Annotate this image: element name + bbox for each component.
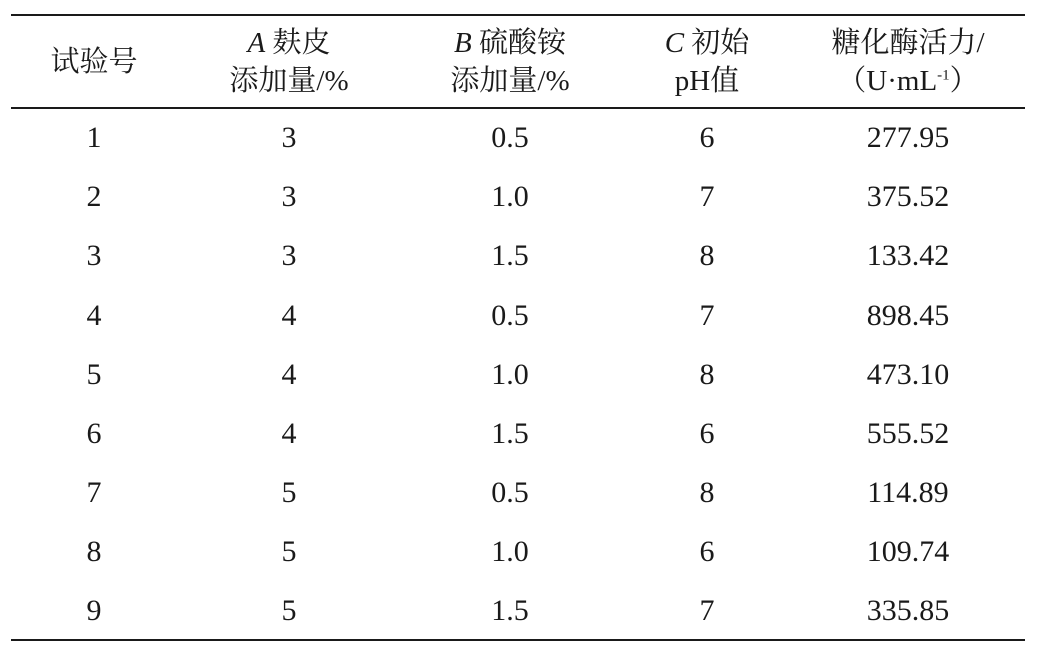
- table-row: [0, 581, 1049, 640]
- cell-factor-b: 1.5: [491, 239, 529, 272]
- cell-trial-number: 4: [86, 299, 102, 332]
- factor-c-symbol: C: [664, 27, 685, 59]
- cell-trial-number: 2: [86, 180, 102, 213]
- cell-enzyme-activity: 133.42: [866, 239, 950, 272]
- header-factor-b: [410, 24, 610, 100]
- cell-trial-number: 7: [86, 476, 102, 509]
- cell-factor-b: 1.0: [491, 535, 529, 568]
- cell-factor-b: 1.0: [491, 180, 529, 213]
- header-factor-a-line1: [248, 24, 331, 62]
- cell-enzyme-activity: 375.52: [866, 180, 950, 213]
- factor-b-name: 硫酸铵: [471, 27, 566, 59]
- table-top-rule: [11, 14, 1025, 16]
- cell-trial-number: 1: [86, 121, 102, 154]
- cell-enzyme-activity: 555.52: [866, 417, 950, 450]
- cell-enzyme-activity: 114.89: [867, 476, 949, 509]
- unit-main: （U·mL: [837, 65, 938, 97]
- cell-trial-number: 6: [86, 417, 102, 450]
- factor-a-symbol: A: [247, 27, 266, 59]
- cell-factor-c: 8: [699, 476, 715, 509]
- cell-factor-c: 6: [699, 417, 715, 450]
- cell-factor-a: 5: [281, 476, 297, 509]
- cell-factor-a: 4: [281, 358, 297, 391]
- cell-factor-b: 1.0: [491, 358, 529, 391]
- factor-a-name: 麸皮: [265, 27, 331, 59]
- header-factor-a-line2: 添加量/%: [229, 65, 349, 97]
- factor-b-symbol: B: [454, 27, 472, 59]
- table-row: [0, 108, 1049, 167]
- header-trial-number: [11, 24, 177, 100]
- cell-factor-a: 3: [281, 180, 297, 213]
- header-factor-b-line1: [454, 24, 566, 62]
- cell-factor-a: 3: [281, 239, 297, 272]
- cell-factor-c: 7: [699, 594, 715, 627]
- cell-factor-b: 1.5: [491, 594, 529, 627]
- cell-factor-a: 5: [281, 535, 297, 568]
- cell-factor-a: 4: [281, 417, 297, 450]
- unit-exponent: -1: [937, 67, 950, 84]
- header-factor-c-line1: [665, 24, 750, 62]
- header-enzyme-activity-line1: 糖化酶活力/: [831, 27, 985, 59]
- cell-factor-b: 1.5: [491, 417, 529, 450]
- cell-factor-c: 6: [699, 535, 715, 568]
- unit-close: ）: [949, 65, 979, 97]
- cell-factor-b: 0.5: [491, 299, 529, 332]
- header-factor-a: [189, 24, 389, 100]
- cell-factor-a: 4: [281, 299, 297, 332]
- cell-enzyme-activity: 898.45: [866, 299, 950, 332]
- cell-factor-b: 0.5: [491, 476, 529, 509]
- header-factor-c-line2: pH值: [674, 65, 740, 97]
- cell-enzyme-activity: 277.95: [866, 121, 950, 154]
- cell-trial-number: 3: [86, 239, 102, 272]
- table-row: [0, 167, 1049, 226]
- cell-trial-number: 5: [86, 358, 102, 391]
- header-enzyme-activity-unit: [837, 62, 978, 100]
- header-factor-c: [623, 24, 791, 100]
- cell-enzyme-activity: 335.85: [866, 594, 950, 627]
- cell-factor-c: 8: [699, 358, 715, 391]
- cell-trial-number: 8: [86, 535, 102, 568]
- cell-enzyme-activity: 109.74: [866, 535, 950, 568]
- cell-trial-number: 9: [86, 594, 102, 627]
- table-row: [0, 404, 1049, 463]
- cell-factor-c: 7: [699, 180, 715, 213]
- table-row: [0, 345, 1049, 404]
- header-trial-number-label: 试验号: [50, 46, 138, 78]
- header-factor-b-line2: 添加量/%: [450, 65, 570, 97]
- cell-factor-a: 5: [281, 594, 297, 627]
- cell-factor-a: 3: [281, 121, 297, 154]
- cell-enzyme-activity: 473.10: [866, 358, 950, 391]
- table-row: [0, 522, 1049, 581]
- cell-factor-c: 8: [699, 239, 715, 272]
- cell-factor-b: 0.5: [491, 121, 529, 154]
- table-row: [0, 286, 1049, 345]
- table-row: [0, 226, 1049, 285]
- factor-c-name: 初始: [684, 27, 750, 59]
- cell-factor-c: 7: [699, 299, 715, 332]
- table-bottom-rule: [11, 639, 1025, 641]
- header-enzyme-activity: [800, 24, 1016, 100]
- table-row: [0, 463, 1049, 522]
- cell-factor-c: 6: [699, 121, 715, 154]
